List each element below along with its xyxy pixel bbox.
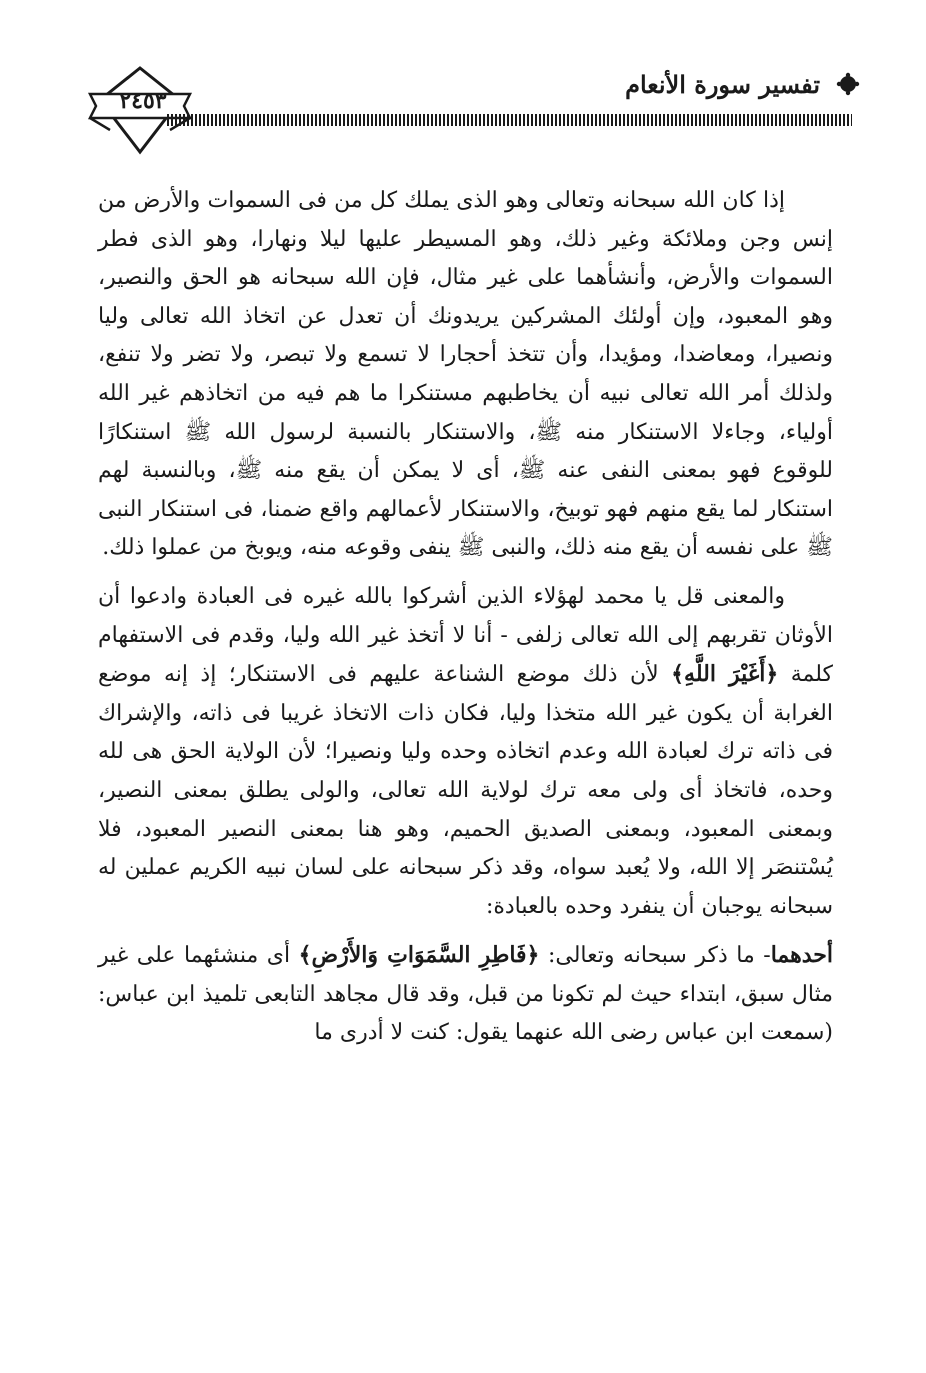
- header-ornament-icon: [836, 72, 860, 96]
- paragraph-1: إذا كان الله سبحانه وتعالى وهو الذى يملك كل من فى السموات والأرض من إنس وجن وملائكة وغير ذلك، وهو المسيطر عليها ليلا ونهارا، وهو الذى فطر السموات والأرض، وأنشأهما على غير مثال، فإن الله سبحانه هو الحق والنصير، وهو المعبود، وإن أولئك المشركين يريدونك أن تعدل عن اتخاذ الله تعالى وليا ونصيرا، ومعاضدا، ومؤيدا، وأن تتخذ أحجارا لا تسمع ولا تبصر، ولا تضر ولا تنفع، ولذلك أمر الله تعالى نبيه أن يخاطبهم مستنكرا ما هم فيه من اتخاذهم غير الله أولياء، وجاءلا الاستنكار منه ﷺ، والاستنكار بالنسبة لرسول الله ﷺ استنكارًا للوقوع فهو بمعنى النفى عنه ﷺ، أى لا يمكن أن يقع منه ﷺ، وبالنسبة لهم استنكار لما يقع منهم فهو توبيخ، والاستنكار لأعمالهم واقع ضمنا، فى استنكار النبى ﷺ على نفسه أن يقع منه ذلك، والنبى ﷺ ينفى وقوعه منه، ويوبخ من عملوا ذلك.: [98, 188, 833, 561]
- paragraph-2: [98, 578, 833, 926]
- paragraph-2-text-a: والمعنى قل يا محمد لهؤلاء الذين أشركوا بالله غيره فى العبادة وادعوا أن الأوثان تقربهم إلى الله تعالى زلفى - أنا لا أتخذ غير الله وليا، وقدم فى الاستفهام كلمة: [98, 583, 833, 688]
- paragraph-3-text-b: أى منشئهما على غير مثال سبق، ابتداء حيث لم تكونا من قبل، وقد قال مجاهد التابعى تلميذ ابن عباس: (سمعت ابن عباس رضى الله عنهما يقول: كنت لا أدرى ما: [98, 943, 833, 1046]
- body-text: [98, 182, 833, 1053]
- quran-quote: ﴿أَغَيْرَ اللَّهِ﴾: [671, 661, 779, 688]
- paragraph-3-text-a: - ما ذكر سبحانه وتعالى:: [539, 943, 771, 969]
- paragraph-3: [98, 936, 833, 1053]
- quran-quote: ﴿فَاطِرِ السَّمَوَاتِ وَالأَرْضِ﴾: [298, 942, 540, 969]
- paragraph-3-lead: أحدهما: [770, 942, 833, 969]
- header-rule: [167, 114, 852, 126]
- page-number: ٢٤٥٣: [119, 88, 167, 114]
- page-title: تفسير سورة الأنعام: [625, 70, 820, 99]
- paragraph-2-text-b: لأن ذلك موضع الشناعة عليهم فى الاستنكار؛ إذ إنه موضع الغرابة أن يكون غير الله متخذا وليا، فكان ذات الاتخاذ غريبا فى ذاته، والإشراك فى ذاته ترك لعبادة الله وعدم اتخاذه وحده وليا ونصيرا؛ لأن الولاية الحق هى لله وحده، فاتخاذ أى ولى معه ترك لولاية الله تعالى، والولى يطلق بمعنى النصير، وبمعنى المعبود، وبمعنى الصديق الحميم، وهو هنا بمعنى النصير المعبود، فلا يُسْتنصَر إلا الله، ولا يُعبد سواه، وقد ذكر سبحانه على لسان نبيه الكريم عملين له سبحانه يوجبان أن ينفرد وحده بالعبادة:: [98, 662, 833, 919]
- page-header: [70, 60, 860, 160]
